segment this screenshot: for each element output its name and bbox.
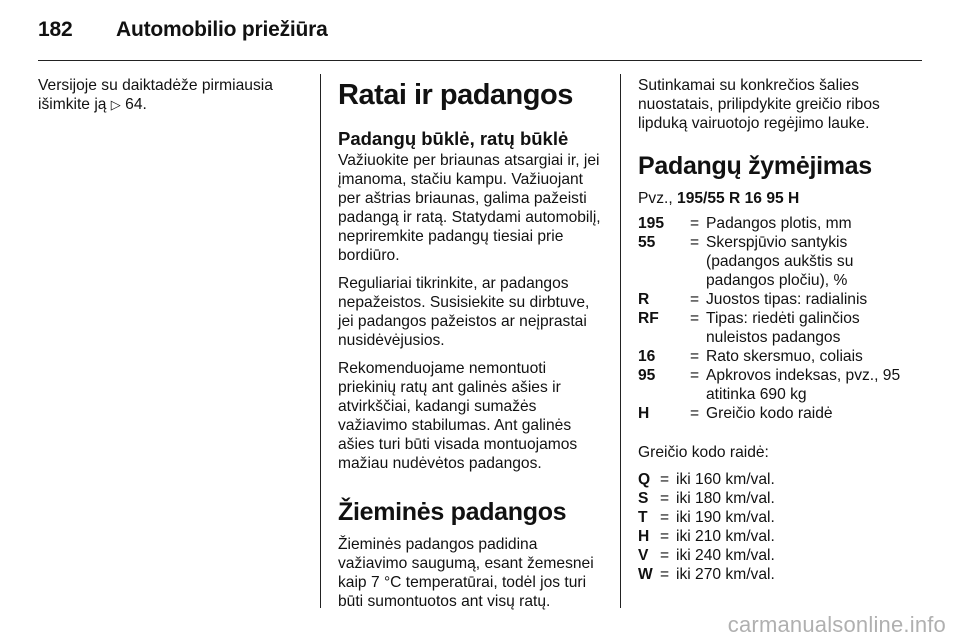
ref-arrow-icon: ▷	[110, 97, 121, 112]
row-key: T	[638, 509, 648, 526]
row-key: W	[638, 566, 653, 583]
equals-sign: =	[660, 566, 670, 583]
equals-sign: =	[660, 509, 670, 526]
table-row	[638, 366, 920, 404]
table-row	[638, 290, 920, 309]
row-key: H	[638, 528, 650, 545]
speed-table	[638, 470, 920, 584]
condition-subtitle: Padangų būklė, ratų būklė	[338, 128, 569, 149]
equals-sign: =	[660, 490, 670, 507]
row-value: Juostos tipas: radialinis	[706, 291, 868, 308]
equals-sign: =	[690, 234, 700, 251]
row-key: V	[638, 547, 649, 564]
table-row	[638, 404, 920, 423]
column-divider-2	[620, 74, 621, 608]
example-line	[638, 189, 920, 208]
table-row	[638, 527, 920, 546]
page-ref[interactable]: 64.	[125, 96, 147, 113]
row-value: iki 240 km/val.	[676, 547, 775, 564]
row-value: iki 270 km/val.	[676, 566, 775, 583]
equals-sign: =	[690, 215, 700, 232]
glovebox-note	[38, 76, 306, 114]
row-value: iki 160 km/val.	[676, 471, 775, 488]
table-row	[638, 309, 920, 347]
column-2	[338, 76, 608, 620]
row-value: Rato skersmuo, coliais	[706, 348, 863, 365]
section-title: Ratai ir padangos	[338, 79, 573, 111]
row-key: 55	[638, 234, 656, 251]
paragraph: Rekomenduojame nemontuoti priekinių ratų ant galinės ašies ir atvirkščiai, kadangi sumažės važiavimo stabilumas. Ant galinės ašies turi būti visada montuojamos mažiau nudėvėtos padangos.	[338, 360, 578, 472]
page-header	[38, 18, 328, 42]
page-number: 182	[38, 18, 73, 41]
column-1	[38, 76, 306, 123]
example-code: 195/55 R 16 95 H	[677, 190, 800, 207]
row-key: Q	[638, 471, 651, 488]
row-key: H	[638, 405, 650, 422]
equals-sign: =	[690, 310, 700, 327]
row-value: Tipas: riedėti galinčios nuleistos padangos	[706, 310, 860, 346]
table-row	[638, 233, 920, 290]
winter-tires-title: Žieminės padangos	[338, 498, 567, 526]
table-row	[638, 214, 920, 233]
row-value: iki 180 km/val.	[676, 490, 775, 507]
paragraph: Reguliariai tikrinkite, ar padangos nepažeistos. Susisiekite su dirbtuve, jei padangos pažeistos ar neįprastai nusidėvėjusios.	[338, 275, 590, 349]
markings-table	[638, 214, 920, 423]
equals-sign: =	[690, 405, 700, 422]
paragraph: Sutinkamai su konkrečios šalies nuostatais, prilipdykite greičio ribos lipduką vairuotojo regėjimo lauke.	[638, 77, 880, 132]
equals-sign: =	[660, 471, 670, 488]
equals-sign: =	[660, 547, 670, 564]
row-key: 16	[638, 348, 656, 365]
table-row	[638, 470, 920, 489]
row-value: Padangos plotis, mm	[706, 215, 852, 232]
speed-title: Greičio kodo raidė:	[638, 444, 769, 461]
table-row	[638, 565, 920, 584]
row-value: iki 210 km/val.	[676, 528, 775, 545]
watermark: carmanualsonline.info	[727, 612, 946, 637]
equals-sign: =	[690, 348, 700, 365]
row-value: iki 190 km/val.	[676, 509, 775, 526]
row-key: RF	[638, 310, 659, 327]
example-prefix: Pvz.,	[638, 190, 673, 207]
row-value: Greičio kodo raidė	[706, 405, 833, 422]
table-row	[638, 508, 920, 527]
page-title: Automobilio priežiūra	[116, 18, 328, 41]
header-rule	[38, 60, 922, 61]
column-divider-1	[320, 74, 321, 608]
paragraph: Žieminės padangos padidina važiavimo saugumą, esant žemesnei kaip 7 °C temperatūrai, todėl jos turi būti sumontuotos ant visų ratų.	[338, 536, 594, 610]
table-row	[638, 546, 920, 565]
row-value: Apkrovos indeksas, pvz., 95 atitinka 690 kg	[706, 367, 901, 403]
row-key: 95	[638, 367, 656, 384]
row-key: R	[638, 291, 650, 308]
row-value: Skerspjūvio santykis (padangos aukštis su padangos pločiu), %	[706, 234, 854, 289]
paragraph: Važiuokite per briaunas atsargiai ir, jei įmanoma, stačiu kampu. Važiuojant per aštrias briaunas, galima pažeisti padangą ir ratą. Statydami automobilį, nepriremkite padangų tiesiai prie bordiūro.	[338, 152, 601, 264]
equals-sign: =	[660, 528, 670, 545]
column-3	[638, 76, 920, 584]
equals-sign: =	[690, 367, 700, 384]
glovebox-note-text: Versijoje su daiktadėže pirmiausia išimkite ją	[38, 77, 273, 113]
row-key: S	[638, 490, 649, 507]
row-key: 195	[638, 215, 665, 232]
table-row	[638, 347, 920, 366]
table-row	[638, 489, 920, 508]
equals-sign: =	[690, 291, 700, 308]
tire-marking-title: Padangų žymėjimas	[638, 152, 872, 180]
